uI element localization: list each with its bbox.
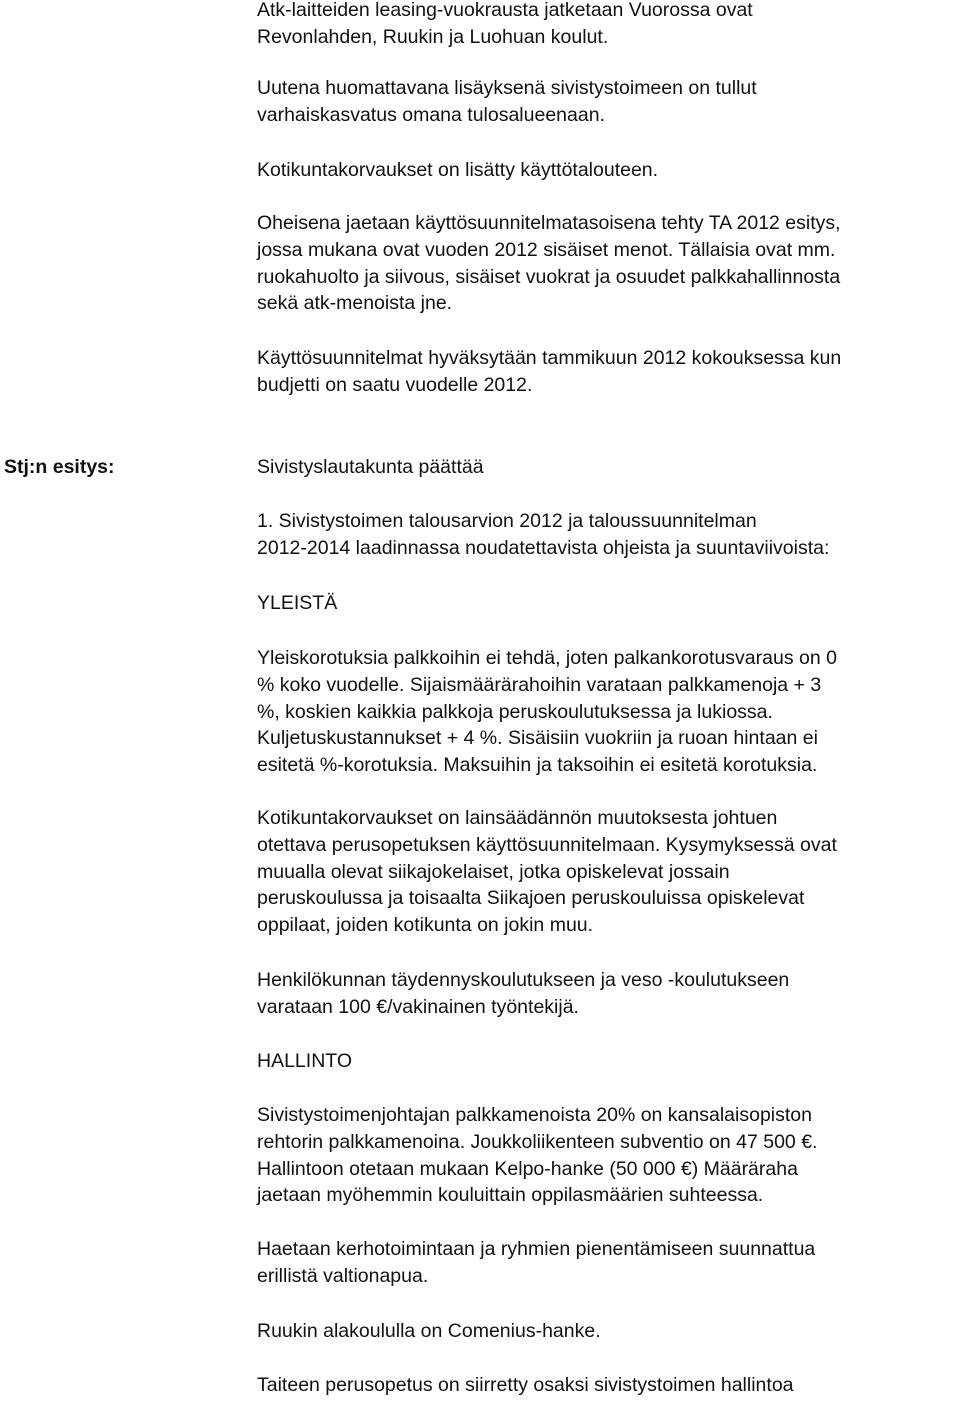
text-line: Uutena huomattavana lisäyksenä sivistystoimeen on tullut (257, 77, 757, 99)
paragraph-internal-costs (257, 210, 957, 317)
text-line: Hallintoon otetaan mukaan Kelpo-hanke (50 000 €) Määräraha (257, 1157, 798, 1180)
proposal-decision (257, 454, 957, 481)
text-line: rehtorin palkkamenoina. Joukkoliikenteen subventio on 47 500 €. (257, 1130, 818, 1153)
paragraph-home-municipality (257, 157, 957, 184)
paragraph-staff-training (257, 967, 957, 1021)
text-line: jaetaan myöhemmin kouluittain oppilasmäärien suhteessa. (257, 1184, 764, 1207)
text-line: 2012-2014 laadinnassa noudatettavista ohjeista ja suuntaviivoista: (257, 536, 830, 559)
text-line: Taiteen perusopetus on siirretty osaksi sivistystoimen hallintoa (257, 1374, 794, 1396)
text-line: varhaiskasvatus omana tulosalueenaan. (257, 103, 605, 126)
text-line: Atk-laitteiden leasing-vuokrausta jatketaan Vuorossa ovat (257, 0, 753, 21)
text-line: esitetä %-korotuksia. Maksuihin ja taksoihin ei esitetä korotuksia. (257, 754, 818, 777)
paragraph-leasing (257, 0, 957, 51)
section-heading-general (257, 590, 957, 617)
text-line: Kotikuntakorvaukset on lisätty käyttötalouteen. (257, 159, 659, 181)
text-line: 1. Sivistystoimen talousarvion 2012 ja taloussuunnitelman (257, 510, 757, 532)
text-line: oppilaat, joiden kotikunta on jokin muu. (257, 914, 594, 937)
section-heading-administration (257, 1048, 957, 1075)
text-line: YLEISTÄ (257, 592, 338, 614)
text-line: Ruukin alakoululla on Comenius-hanke. (257, 1320, 601, 1342)
text-line: Kotikuntakorvaukset on lainsäädännön muutoksesta johtuen (257, 807, 778, 829)
text-line: Henkilökunnan täydennyskoulutukseen ja veso -koulutukseen (257, 969, 790, 991)
paragraph-budget-guidelines (257, 508, 957, 562)
paragraph-usage-plans (257, 345, 957, 399)
paragraph-salary-increases (257, 645, 957, 779)
paragraph-comenius (257, 1318, 957, 1345)
text-line: HALLINTO (257, 1050, 353, 1072)
paragraph-club-activities (257, 1236, 957, 1290)
text-line: muualla olevat siikajokelaiset, jotka opiskelevat jossain (257, 860, 730, 883)
text-line: peruskoulussa ja toisaalta Siikajoen peruskouluissa opiskelevat (257, 887, 805, 910)
paragraph-early-education (257, 75, 957, 129)
text-line: Sivistyslautakunta päättää (257, 456, 484, 478)
text-line: erillistä valtionapua. (257, 1264, 429, 1287)
text-line: Haetaan kerhotoimintaan ja ryhmien pienentämiseen suunnattua (257, 1238, 816, 1260)
text-line: ruokahuolto ja siivous, sisäiset vuokrat ja osuudet palkkahallinnosta (257, 265, 841, 288)
text-line: % koko vuodelle. Sijaismäärärahoihin varataan palkkamenoja + 3 (257, 673, 822, 696)
text-line: Revonlahden, Ruukin ja Luohuan koulut. (257, 25, 609, 48)
text-line: Yleiskorotuksia palkkoihin ei tehdä, joten palkankorotusvaraus on 0 (257, 647, 837, 669)
text-line: jossa mukana ovat vuoden 2012 sisäiset menot. Tällaisia ovat mm. (257, 238, 836, 261)
text-line: Oheisena jaetaan käyttösuunnitelmatasoisena tehty TA 2012 esitys, (257, 212, 841, 234)
text-line: varataan 100 €/vakinainen työntekijä. (257, 995, 579, 1018)
text-line: otettava perusopetuksen käyttösuunnitelmaan. Kysymyksessä ovat (257, 833, 837, 856)
text-line: Käyttösuunnitelmat hyväksytään tammikuun 2012 kokouksessa kun (257, 347, 842, 369)
text-line: Sivistystoimenjohtajan palkkamenoista 20% on kansalaisopiston (257, 1104, 812, 1126)
text-line: sekä atk-menoista jne. (257, 292, 453, 315)
paragraph-administration-costs (257, 1102, 957, 1209)
paragraph-art-education (257, 1372, 957, 1399)
text-line: budjetti on saatu vuodelle 2012. (257, 373, 533, 396)
text-line: %, koskien kaikkia palkkoja peruskoulutuksessa ja lukiossa. (257, 700, 773, 723)
text-line: Kuljetuskustannukset + 4 %. Sisäisiin vuokriin ja ruoan hintaan ei (257, 727, 818, 750)
paragraph-home-municipality-compensation (257, 805, 957, 939)
proposal-label: Stj:n esitys: (4, 456, 115, 478)
